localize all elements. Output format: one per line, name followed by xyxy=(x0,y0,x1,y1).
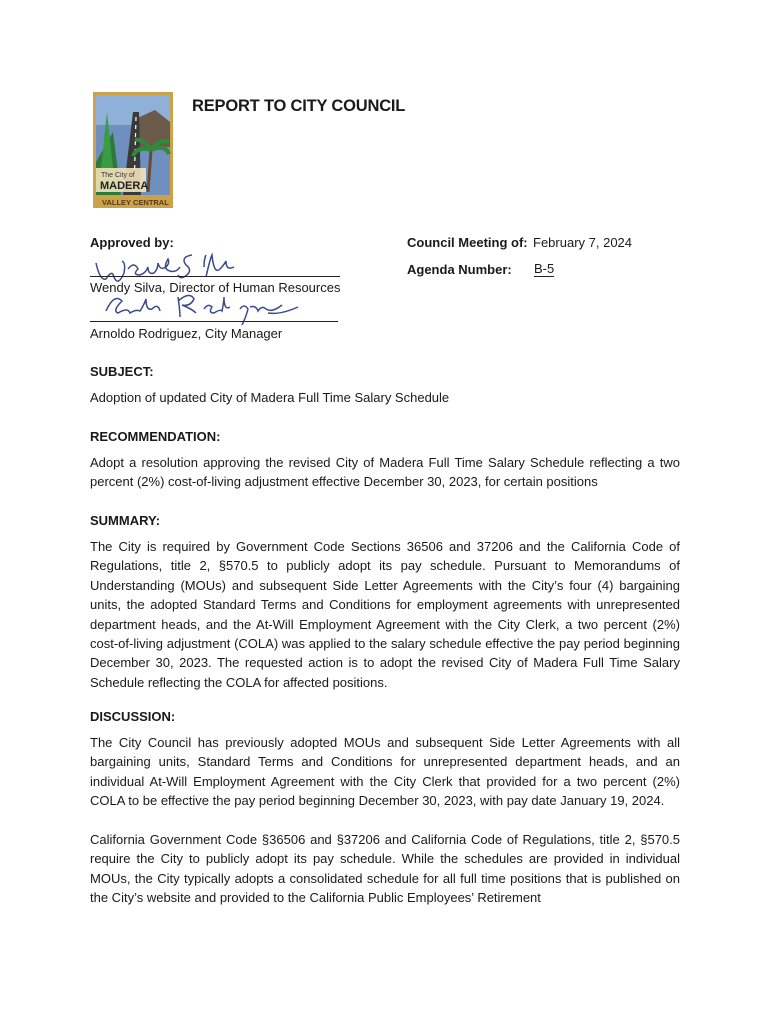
council-meeting-date: February 7, 2024 xyxy=(533,235,633,250)
subject-section xyxy=(90,364,680,407)
discussion-paragraph-2: California Government Code §36506 and §37206 and California Code of Regulations, title 2, §570.5 require the City to publicly adopt its pay schedule. While the schedules are provided in individual MOUs, the City typically adopts a consolidated schedule for all full time positions that is published on the City’s website and provided to the California Public Employees’ Retirement xyxy=(90,832,680,906)
signer-name-city-manager: Arnoldo Rodriguez, City Manager xyxy=(90,326,283,341)
summary-heading: SUMMARY: xyxy=(90,513,161,528)
approved-by-label: Approved by: xyxy=(90,235,174,250)
discussion-paragraph-1: The City Council has previously adopted MOUs and subsequent Side Letter Agreements with all bargaining units, Standard Terms and Conditions for unrepresented department heads, and an individual At-Will Employment Agreement with the City Clerk that provided for a two percent (2%) COLA to be effective the pay period beginning December 30, 2023, with pay date January 19, 2024. xyxy=(90,735,680,809)
svg-text:The City of: The City of xyxy=(101,172,135,179)
signer-name-hr-director: Wendy Silva, Director of Human Resources xyxy=(90,280,341,295)
recommendation-text: Adopt a resolution approving the revised City of Madera Full Time Salary Schedule reflecting a two percent (2%) cost-of-living adjustment effective December 30, 2023, for certain positions xyxy=(90,455,680,490)
svg-text:VALLEY CENTRAL: VALLEY CENTRAL xyxy=(102,198,169,207)
report-title: REPORT TO CITY COUNCIL xyxy=(192,97,406,115)
signature-line xyxy=(90,276,340,277)
council-meeting-label: Council Meeting of: xyxy=(407,235,528,250)
recommendation-section xyxy=(90,429,680,492)
discussion-heading: DISCUSSION: xyxy=(90,709,176,724)
agenda-number-value: B-5 xyxy=(534,261,555,276)
summary-text: The City is required by Government Code Sections 36506 and 37206 and the California Code of Regulations, title 2, §570.5 to publicly adopt its pay schedule. Pursuant to Memorandums of Understanding (MOUs) and subsequent Side Letter Agreements with the City’s four (4) bargaining units, the adopted Standard Terms and Conditions for employment agreements with unrepresented department heads, and the At-Will Employment Agreement with the City Clerk, a two percent (2%) cost-of-living adjustment (COLA) was applied to the salary schedule effective the pay period beginning December 30, 2023. The requested action is to adopt the revised City of Madera Full Time Salary Schedule reflecting the COLA for affected positions. xyxy=(90,539,680,690)
signature-line xyxy=(90,321,338,322)
summary-section xyxy=(90,513,680,692)
svg-text:MADERA: MADERA xyxy=(100,180,149,192)
subject-heading: SUBJECT: xyxy=(90,364,154,379)
agenda-number-label: Agenda Number: xyxy=(407,262,512,277)
subject-text: Adoption of updated City of Madera Full Time Salary Schedule xyxy=(90,390,450,405)
recommendation-heading: RECOMMENDATION: xyxy=(90,429,221,444)
signature-arnoldo-rodriguez xyxy=(100,287,305,325)
city-of-madera-logo xyxy=(93,92,173,208)
discussion-section xyxy=(90,709,680,908)
